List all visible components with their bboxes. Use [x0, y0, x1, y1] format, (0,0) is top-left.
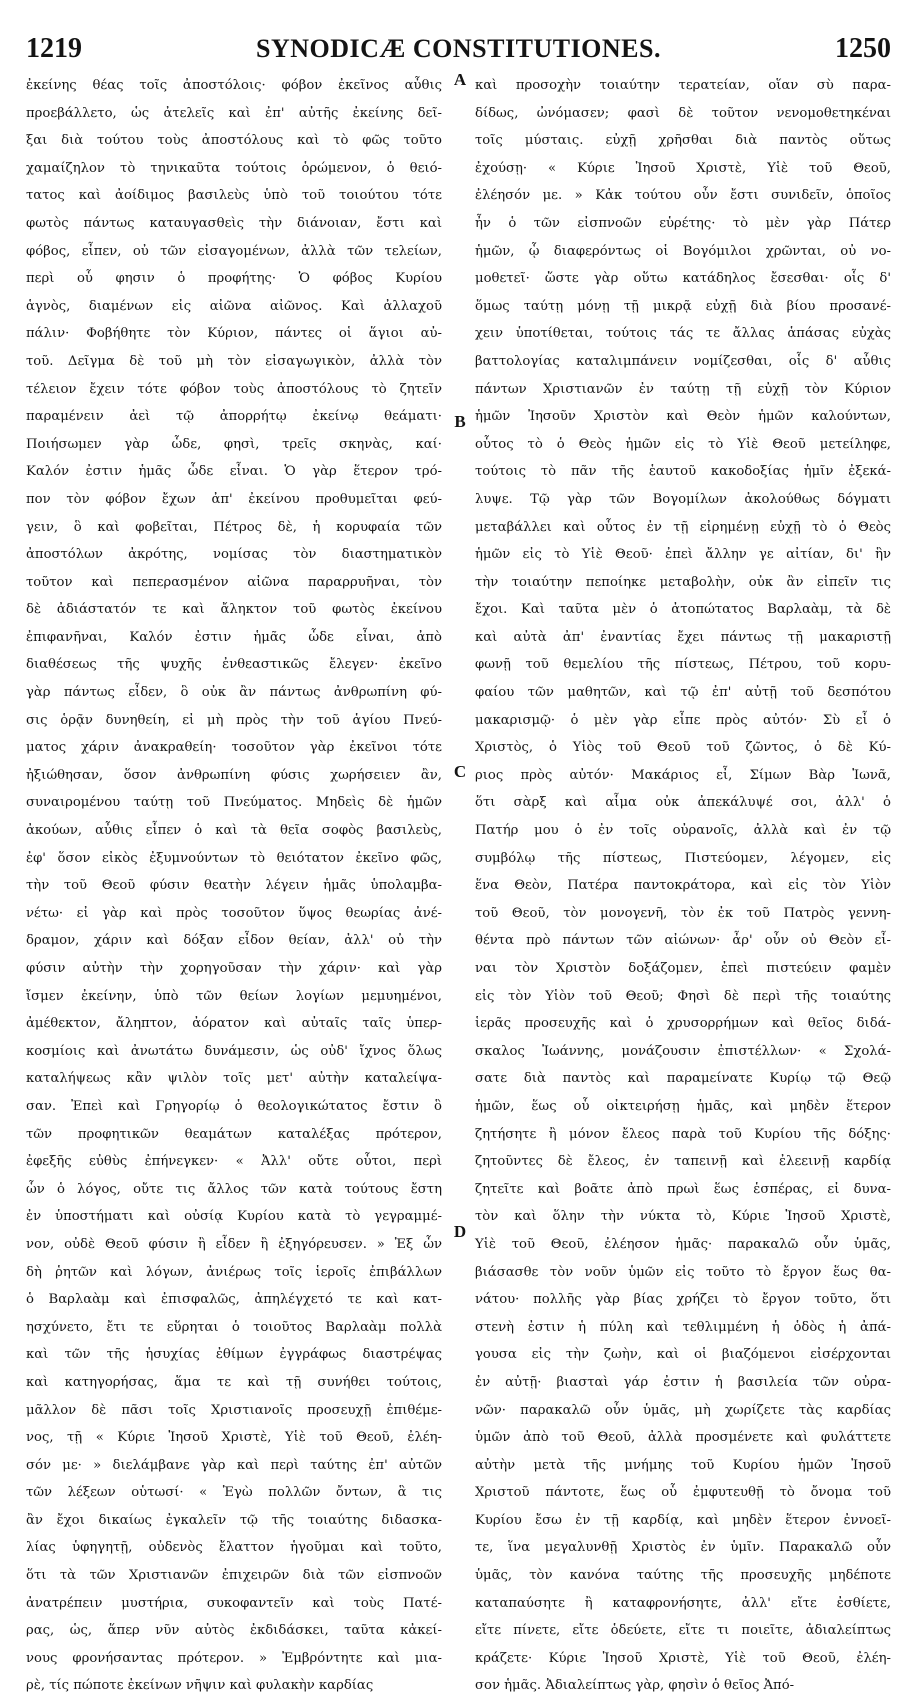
text-line: τοῦ Θεοῦ, τὸν μονογενῆ, τὸν ἐκ τοῦ Πατρὸς γεννη- — [475, 905, 891, 921]
text-line: ἐφ' ὅσον εἰκὸς ἐξυμνούντων τὸ θειότατον ἐκεῖνο φῶς, — [26, 850, 442, 866]
text-line: λίας ὑφηγητῇ, οὐδενὸς ἔλαττον ἡγοῦμαι καὶ τοῦτο, — [26, 1540, 442, 1556]
text-line: γὰρ πάντως εἶδεν, ὃ οὐκ ἂν πάντως ἀνθρωπίνη φύ- — [26, 685, 442, 701]
text-line: φαίου τῶν μαθητῶν, καὶ τῷ ἐπ' αὐτῇ τοῦ δεσπότου — [475, 685, 891, 701]
text-line: ναι τὸν Χριστὸν δοξάζομεν, ἐπεὶ πιστεύειν φαμὲν — [475, 961, 891, 976]
page-number-left: 1219 — [26, 33, 82, 64]
text-line: χειν ὑποτίθεται, τούτοις τάς τε ἄλλας ἁπάσας εὐχὰς — [475, 326, 891, 342]
text-line: νος, τῇ « Κύριε Ἰησοῦ Χριστὲ, Υἱὲ τοῦ Θεοῦ, ἐλέη- — [26, 1430, 442, 1446]
text-line: ζητοῦντες δὲ ἔλεος, ἐν ταπεινῇ καὶ ἐλεεινῇ καρδίᾳ — [475, 1154, 891, 1170]
text-line: ὅτι σὰρξ καὶ αἷμα οὐκ ἀπεκάλυψέ σοι, ἀλλ' ὁ — [475, 795, 891, 811]
text-line: ἡμῶν εἰς τὸ Υἱὲ Θεοῦ· ἐπεὶ ἄλλην γε αἰτίαν, δι' ἣν — [475, 547, 891, 563]
text-line: ἐχούσῃ· « Κύριε Ἰησοῦ Χριστὲ, Υἱὲ τοῦ Θεοῦ, — [475, 160, 891, 176]
text-line: κράζετε· Κύριε Ἰησοῦ Χριστὲ, Υἱὲ τοῦ Θεοῦ, ἐλέη- — [475, 1650, 891, 1666]
text-line: ἐν ὑποστήματι καὶ οὐσίᾳ Κυρίου κατὰ τὸ γεγραμμέ- — [26, 1209, 442, 1225]
text-line: τέλειον ἔχειν τότε φόβον τοὺς ἀποστόλους τὸ ζητεῖν — [26, 381, 442, 397]
text-line: ἡμῶν Ἰησοῦν Χριστὸν καὶ Θεὸν ἡμῶν καλούντων, — [475, 409, 891, 425]
text-line: γουσα εἰς τὴν ζωὴν, καὶ οἱ βιαζόμενοι εἰσέρχονται — [475, 1347, 891, 1363]
text-line: εἰς τὸν Υἱὸν τοῦ Θεοῦ; Φησὶ δὲ περὶ τῆς τοιαύτης — [475, 988, 891, 1004]
text-line: σις ὁρᾷν δυνηθείη, εἰ μὴ πρὸς τὴν τοῦ ἁγίου Πνεύ- — [26, 712, 442, 728]
text-line: νέτω· εἰ γὰρ καὶ πρὸς τοσοῦτον ὕψος θεωρίας ἀνέ- — [26, 905, 442, 921]
section-mark-b: B — [454, 412, 466, 431]
text-line: τατος καὶ ἀοίδιμος βασιλεὺς ὑπὸ τοῦ τοιούτου τότε — [26, 188, 442, 204]
text-line: σκαλος Ἰωάννης, μονάζουσιν ἐπιστέλλων· « Σχολά- — [475, 1043, 891, 1059]
text-line: αὐτὴν μετὰ τῆς μνήμης τοῦ Κυρίου ἡμῶν Ἰησοῦ — [475, 1457, 891, 1473]
text-line: φωνῇ τοῦ θεμελίου τῆς πίστεως, Πέτρου, τοῦ κορυ- — [475, 657, 891, 673]
margin-section-marks — [448, 72, 472, 1524]
text-line: ὧν ὁ λόγος, οὔτε τις ἄλλος τῶν κατὰ τούτους ἔστη — [26, 1181, 442, 1197]
text-line: πάλιν· Φοβήθητε τὸν Κύριον, πάντες οἱ ἅγιοι αὐ- — [26, 326, 442, 342]
text-line: παραμένειν ἀεὶ τῷ ἀπορρήτῳ ἐκείνῳ θεάματι· — [26, 409, 442, 425]
text-line: ἀκούων, αὖθις εἶπεν ὁ καὶ τὰ θεῖα σοφὸς βασιλεὺς, — [26, 823, 442, 839]
text-line: ἀποστόλων ἀκρότης, νομίσας τὸν διαστηματικὸν — [26, 547, 442, 563]
text-line: ἐκείνης θέας τοῖς ἀποστόλοις· φόβον ἐκεῖνος αὖθις — [26, 78, 442, 93]
text-line: τε, ἵνα μεγαλυνθῇ Χριστὸς ἐν ὑμῖν. Παρακαλῶ οὖν — [475, 1540, 891, 1556]
text-line: ζητεῖτε καὶ βοᾶτε ἀπὸ πρωὶ ἕως ἑσπέρας, εἰ δυνα- — [475, 1181, 891, 1197]
text-line: τοῦτον καὶ πεπερασμένον αἰῶνα παραρρυῆναι, τὸν — [26, 574, 442, 590]
text-line: ρὲ, τίς πώποτε ἐκείνων νῆψιν καὶ φυλακὴν καρδίας — [26, 1678, 374, 1694]
text-line: φόβος, εἶπεν, οὐ τῶν εἰσαγομένων, ἀλλὰ τῶν τελείων, — [26, 243, 442, 259]
text-line: στενὴ ἐστιν ἡ πύλη καὶ τεθλιμμένη ἡ ὁδὸς ἡ ἀπά- — [475, 1319, 891, 1335]
text-line: τῶν προφητικῶν θεαμάτων καταλέξας πρότερον, — [26, 1126, 442, 1142]
text-line: μακαρισμῷ· ὁ μὲν γὰρ εἶπε πρὸς αὐτόν· Σὺ εἶ ὁ — [475, 712, 891, 728]
text-line: Ποιήσωμεν γὰρ ὧδε, φησὶ, τρεῖς σκηνὰς, καί· — [26, 436, 442, 452]
text-line: ησχύνετο, ἔτι τε εὕρηται ὁ τοιοῦτος Βαρλαὰμ πολλὰ — [26, 1319, 442, 1335]
text-line: δὴ ῥητῶν καὶ λόγων, ἀνιέρως τοῖς ἱεροῖς ἐπιβάλλων — [26, 1264, 442, 1280]
text-line: σαν. Ἐπεὶ καὶ Γρηγορίῳ ὁ θεολογικώτατος ἔστιν ὃ — [26, 1098, 442, 1114]
text-line: τοῖς μύσταις. εὐχῇ χρῆσθαι διὰ παντὸς οὕτως — [475, 133, 891, 149]
text-line: Χριστὸς, ὁ Υἱὸς τοῦ Θεοῦ τοῦ ζῶντος, ὁ δὲ Κύ- — [475, 740, 891, 756]
text-line: δὲ ἀδιάστατόν τε καὶ ἄληκτον τοῦ φωτὸς ἐκείνου — [26, 602, 442, 618]
text-line: τὴν τοιαύτην πεποίηκε μεταβολὴν, οὐκ ἂν εἰπεῖν τις — [475, 574, 891, 590]
text-line: ἂν ἔχοι δικαίως ἐγκαλεῖν τῷ τῆς τοιαύτης διδασκα- — [26, 1512, 442, 1528]
text-line: ἕνα Θεὸν, Πατέρα παντοκράτορα, καὶ εἰς τὸν Υἱὸν — [475, 878, 891, 894]
section-mark-c: C — [453, 762, 467, 781]
text-line: τῶν λέξεων οὑτωσί· « Ἐγὼ πολλῶν ὄντων, ἃ τις — [26, 1485, 442, 1501]
text-line: ματος χάριν ἀνακραθείη· τοσοῦτον γὰρ ἐκεῖνοι τότε — [26, 740, 442, 756]
text-line: καὶ αὐτὰ ἀπ' ἐναντίας ἔχει πάντως τῇ μακαριστῇ — [475, 629, 891, 645]
section-mark-d: D — [453, 1222, 467, 1241]
text-line: ἐπιφανῆναι, Καλόν ἐστιν ἡμᾶς ὧδε εἶναι, ἀπὸ — [26, 629, 442, 645]
text-line: ἐφεξῆς εὐθὺς ἐπήνεγκεν· « Ἀλλ' οὔτε οὗτοι, περὶ — [26, 1154, 442, 1170]
text-line: λυψε. Τῷ γὰρ τῶν Βογομίλων ἀκολούθως δόγματι — [475, 491, 891, 507]
text-line: εἴτε πίνετε, εἴτε ὁδεύετε, εἴτε τι ποιεῖτε, ἀδιαλείπτως — [475, 1623, 891, 1639]
text-line: ἀμέθεκτον, ἄληπτον, ἀόρατον καὶ αὐταῖς ταῖς ὑπερ- — [26, 1016, 442, 1032]
text-line: νῶν· παρακαλῶ οὖν ὑμᾶς, μὴ χωρίζετε τὰς καρδίας — [475, 1402, 891, 1418]
text-line: σόν με· » διελάμβανε γὰρ καὶ περὶ ταύτης ἐπ' αὐτῶν — [26, 1457, 442, 1473]
text-line: ἁγνὸς, διαμένων εἰς αἰῶνα αἰῶνος. Καὶ ἀλλαχοῦ — [26, 298, 442, 314]
text-line: ριος πρὸς αὐτόν· Μακάριος εἶ, Σίμων Βὰρ Ἰωνᾶ, — [475, 767, 891, 783]
text-line: μᾶλλον δὲ πᾶσι τοῖς Χριστιανοῖς προσευχῇ ἐπιθέμε- — [26, 1402, 442, 1418]
text-line: σον ἡμᾶς. Ἀδιαλείπτως γὰρ, φησὶν ὁ θεῖος Ἀπό- — [475, 1678, 795, 1694]
text-line: τὴν τοῦ Θεοῦ φύσιν θεατὴν λέγειν ἡμᾶς ὑπολαμβα- — [26, 878, 442, 894]
text-line: βαττολογίας καταλιμπάνειν νομίζεσθαι, οἷς δ' αὖθις — [475, 353, 891, 369]
text-line: φύσιν αὐτὴν τὴν χορηγοῦσαν τὴν χάριν· καὶ γὰρ — [26, 961, 442, 976]
text-line: διαθέσεως τῆς ψυχῆς ἐνθεαστικῶς ἔλεγεν· ἐκεῖνο — [26, 657, 442, 673]
text-line: τὸν καὶ ὅλην τὴν νύκτα τὸ, Κύριε Ἰησοῦ Χριστὲ, — [475, 1209, 891, 1225]
text-line: ἐν αὐτῇ· βιασταὶ γάρ ἐστιν ἡ βασιλεία τῶν οὐρα- — [475, 1374, 891, 1390]
text-line: περὶ οὗ φησιν ὁ προφήτης· Ὁ φόβος Κυρίου — [26, 271, 442, 287]
text-line: Καλόν ἐστιν ἡμᾶς ὧδε εἶναι. Ὁ γὰρ ἕτερον τρό- — [26, 464, 442, 480]
text-line: ἔχοι. Καὶ ταῦτα μὲν ὁ ἀτοπώτατος Βαρλαὰμ, τὰ δὲ — [475, 602, 891, 618]
text-line: δίδως, ὠνόμασεν; φασὶ δὲ τοῦτον νενομοθετηκέναι — [475, 105, 891, 121]
left-text-column — [26, 72, 442, 1694]
text-line: σατε διὰ παντὸς καὶ παραμείνατε Κυρίῳ τῷ Θεῷ — [475, 1071, 891, 1087]
text-line: καὶ κατηγορήσας, ἅμα τε καὶ τῇ συνήθει τούτοις, — [26, 1374, 442, 1390]
text-line: ρας, ὡς, ἅπερ νῦν αὐτὸς ἐκδιδάσκει, ταῦτα κἀκεί- — [26, 1623, 442, 1639]
text-line: καταλήψεως κἂν ψιλὸν τοῖς μετ' αὐτὴν καταλείψα- — [26, 1071, 442, 1087]
text-line: Χριστοῦ πάντοτε, ἕως οὗ ἐμφυτευθῇ τὸ ὄνομα τοῦ — [475, 1485, 891, 1501]
text-line: ζητήσητε ἢ μόνον ἔλεος παρὰ τοῦ Κυρίου τῆς δόξης· — [475, 1126, 891, 1142]
running-title: SYNODICÆ CONSTITUTIONES. — [256, 34, 661, 63]
text-line: ὑμῶν ἀπὸ τοῦ Θεοῦ, ἀλλὰ προσμένετε καὶ φυλάττετε — [475, 1430, 891, 1446]
text-line: ἴσμεν ἐκείνην, ὑπὸ τῶν θείων λογίων μεμυημένοι, — [26, 988, 442, 1004]
text-line: οὗτος τὸ ὁ Θεὸς ἡμῶν εἰς τὸ Υἱὲ Θεοῦ μετείληφε, — [475, 436, 891, 452]
page-number-right: 1250 — [835, 33, 891, 64]
text-line: Υἱὲ τοῦ Θεοῦ, ἐλέησον ἡμᾶς· παρακαλῶ οὖν ὑμᾶς, — [475, 1236, 891, 1252]
text-line: Κυρίου ἔσω ἐν τῇ καρδίᾳ, καὶ μηδὲν ἕτερον ἐννοεῖ- — [475, 1512, 891, 1528]
text-line: ὁ Βαρλαὰμ καὶ ἐπισφαλῶς, ἀπηλέγχετό τε καὶ κατ- — [26, 1292, 442, 1308]
text-line: ὅμως ταύτῃ μόνῃ τῇ μικρᾷ εὐχῇ διὰ βίου προσανέ- — [475, 298, 891, 314]
text-line: θέντα πρὸ πάντων τῶν αἰώνων· ἆρ' οὖν οὐ Θεὸν εἶ- — [475, 933, 891, 949]
text-line: τοῦ. Δεῖγμα δὲ τοῦ μὴ τὸν εἰσαγωγικὸν, ἀλλὰ τὸν — [26, 353, 442, 369]
text-line: ἱερᾶς προσευχῆς καὶ ὁ χρυσορρήμων καὶ θεῖος διδά- — [475, 1016, 891, 1032]
text-line: ἐλέησόν με. » Κἀκ τούτου οὖν ἔστι συνιδεῖν, ὁποῖος — [475, 188, 891, 204]
text-line: καταπαύσητε ἢ καταφρονήσητε, ἀλλ' εἴτε ἐσθίετε, — [475, 1595, 891, 1611]
right-text-column — [475, 72, 891, 1694]
text-line: ὑμᾶς, τὸν κανόνα ταύτης τῆς προσευχῆς μηδέποτε — [475, 1568, 891, 1584]
text-line: νους φρονήσαντας πρότερον. » Ἐμβρόντητε καὶ μια- — [26, 1650, 442, 1666]
text-line: ἡμῶν, ἕως οὗ οἰκτειρήσῃ ἡμᾶς, καὶ μηδὲν ἕτερον — [475, 1098, 891, 1114]
text-line: ἀνατρέπειν μυστήρια, συκοφαντεῖν καὶ τοὺς Πατέ- — [26, 1595, 442, 1611]
text-line: ἡμῶν, ᾧ διαφερόντως οἱ Βογόμιλοι χρῶνται, οὐ νο- — [475, 243, 891, 259]
text-line: καὶ τῶν τῆς ἡσυχίας ἐθίμων ἐγγράφως διαστρέψας — [26, 1347, 442, 1363]
text-line: πάντων Χριστιανῶν ἐν ταύτῃ τῇ εὐχῇ τὸν Κύριον — [475, 381, 891, 397]
text-line: Πατήρ μου ὁ ἐν τοῖς οὐρανοῖς, ἀλλὰ καὶ ἐν τῷ — [475, 823, 891, 839]
section-mark-a: A — [453, 70, 467, 89]
text-line: δραμον, χάριν καὶ δόξαν εἶδον θείαν, ἀλλ' οὐ τὴν — [26, 933, 442, 949]
text-line: μεταβάλλει καὶ οὗτος ἐν τῇ εἰρημένῃ εὐχῇ τὸ ὁ Θεὸς — [475, 519, 891, 535]
text-line: ἠξιώθησαν, ὅσον ἀνθρωπίνη φύσις χωρήσειεν ἂν, — [26, 767, 442, 783]
text-line: βιάσασθε τὸν νοῦν ὑμῶν εἰς τοῦτο τὸ ἔργον ἕως θα- — [475, 1264, 891, 1280]
text-line: μοθετεῖ· ὥστε γὰρ οὕτω κατάδηλος ἔσεσθαι· οἷς δ' — [475, 271, 891, 287]
text-line: ὅτι τὰ τῶν Χριστιανῶν ἐπιχειρῶν διὰ τῶν εἰσπνοῶν — [26, 1568, 442, 1584]
text-line: φωτὸς πάντως καταυγασθεὶς τὴν διάνοιαν, ἔστι καὶ — [26, 215, 442, 231]
text-line: προεβάλλετο, ὡς ἀτελεῖς καὶ ἐπ' αὐτῆς ἐκείνης δεῖ- — [26, 105, 442, 121]
text-line: πον τὸν φόβον ἔχων ἀπ' ἐκείνου προθυμεῖται φεύ- — [26, 491, 442, 507]
text-line: τούτοις τὸ πᾶν τῆς ἑαυτοῦ κακοδοξίας ἡμῖν ἐξεκά- — [475, 464, 891, 480]
text-line: καὶ προσοχὴν τοιαύτην τερατείαν, οἵαν σὺ παρα- — [475, 78, 891, 93]
text-line: ξαι διὰ τούτου τοὺς ἀποστόλους καὶ τὸ φῶς τοῦτο — [26, 133, 442, 149]
text-line: γειν, ὃ καὶ φοβεῖται, Πέτρος δὲ, ἡ κορυφαία τῶν — [26, 519, 442, 535]
text-line: νάτου· πολλῆς γὰρ βίας χρήζει τὸ ἔργον τοῦτο, ὅτι — [475, 1292, 891, 1308]
text-line: κοσμίοις καὶ ἀνωτάτω δυνάμεσιν, ὡς οὐδ' ἴχνος ὅλως — [26, 1043, 442, 1059]
text-line: συμβόλῳ τῆς πίστεως, Πιστεύομεν, λέγομεν, εἰς — [475, 850, 891, 866]
text-line: συναιρομένου ταύτῃ τοῦ Πνεύματος. Μηδεὶς δὲ ἡμῶν — [26, 795, 442, 811]
text-line: ἦν ὁ τῶν εἰσπνοῶν εὑρέτης· τὸ μὲν γὰρ Πάτερ — [475, 215, 891, 231]
page-header — [26, 28, 891, 68]
text-line: χαμαίζηλον τὸ τηνικαῦτα τούτοις ὁρώμενον, ὁ θειό- — [26, 160, 442, 176]
text-line: νον, οὐδὲ Θεοῦ φύσιν ἢ εἶδεν ἢ ἐξηγόρευσεν. » Ἐξ ὧν — [26, 1236, 442, 1252]
